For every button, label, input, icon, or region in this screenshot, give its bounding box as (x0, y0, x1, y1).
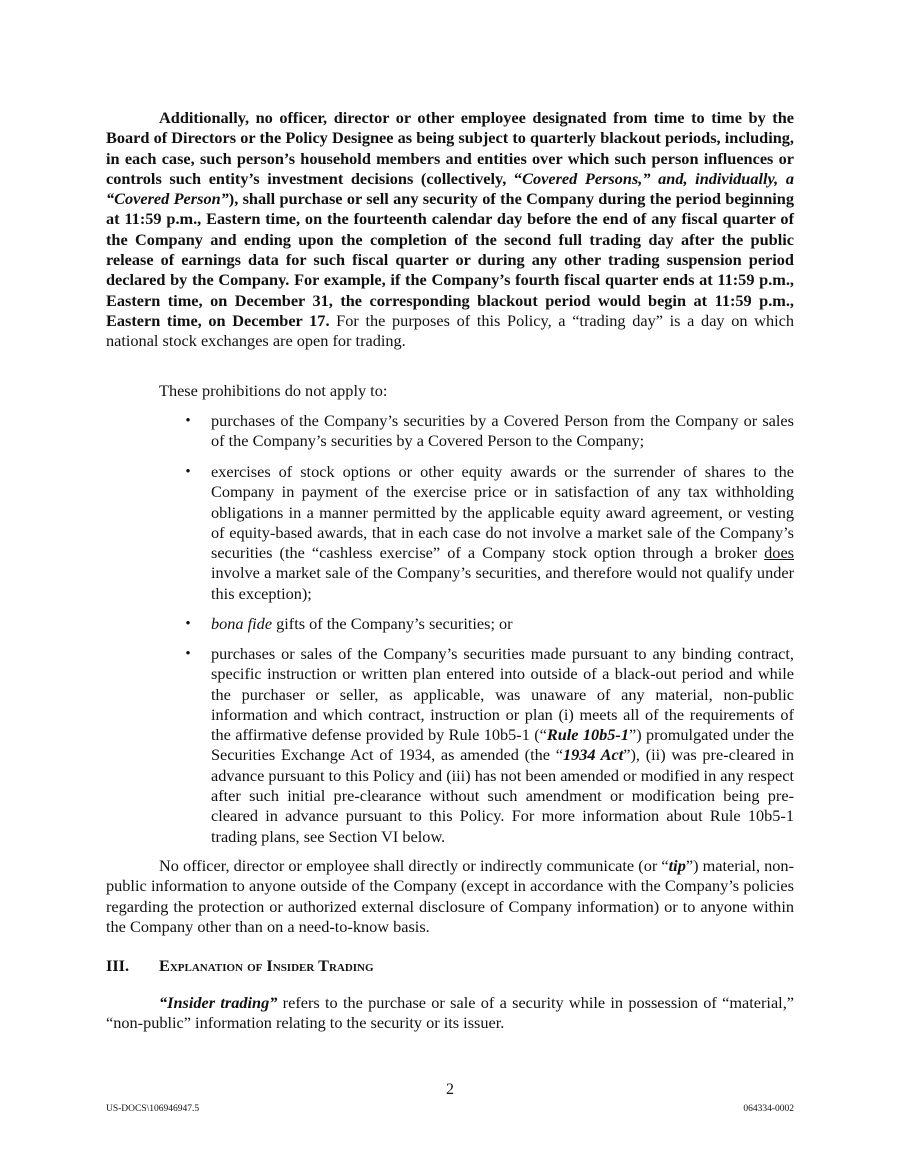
tip-text: ”) material, non-public information to anyone outside of the Company (except in accordance with the Company’s policies regarding the protection or authorized external disclosure of Company information) or to anyone within the Company other than on a need-to-know basis. (106, 856, 794, 936)
exception-item (211, 462, 794, 604)
act-1934-term: 1934 Act (562, 745, 624, 765)
blackout-text-bold: Additionally, no officer, director or other employee designated from time to time by the Board of Directors or the Policy Designee as being subject to quarterly blackout periods, including, in each case, such person’s household members and entities over which such person influences or controls such entity’s investment decisions (collectively, “ (106, 108, 794, 188)
exception-text: ”) promulgated under the Securities Exchange Act of 1934, as amended (the “ (211, 725, 794, 765)
exception-text: exercises of stock options or other equity awards or the surrender of shares to the Company in payment of the exercise price or in satisfaction of any tax withholding obligations in a manner permitted by the applicable equity award agreement, or vesting of equity-based awards, that in each case do not involve a market sale of the Company’s securities (the “cashless exercise” of a Company stock option through a broker (211, 462, 794, 563)
insider-trading-paragraph (106, 993, 794, 1034)
covered-persons-term: Covered Persons,” and, individually, a “Covered Person” (106, 168, 795, 209)
trading-day-definition: For the purposes of this Policy, a “trading day” is a day on which national stock exchanges are open for trading. (106, 310, 794, 351)
section-title: Explanation of Insider Trading (159, 956, 374, 975)
blackout-text-bold-cont: ), shall purchase or sell any security of the Company during the period beginning at 11:59 p.m., Eastern time, on the fourteenth calendar day before the end of any fiscal quarter of the Company and ending upon the completion of the second full trading day after the public release of earnings data for such fiscal quarter or during any other trading suspension period declared by the Company. For example, if the Company’s fourth fiscal quarter ends at 11:59 p.m., Eastern time, on December 31, the corresponding blackout period would begin at 11:59 p.m., Eastern time, on December 17. (106, 189, 795, 330)
tip-paragraph (106, 856, 794, 937)
section-number: III. (106, 956, 130, 975)
page-number: 2 (446, 1081, 454, 1098)
bullet-icon: • (185, 464, 191, 480)
bullet-icon: • (185, 616, 191, 632)
bullet-icon: • (185, 413, 191, 429)
bullet-icon: • (185, 646, 191, 662)
rule-10b5-1-term: Rule 10b5-1 (546, 725, 629, 745)
bona-fide-term: bona fide (211, 614, 273, 633)
exceptions-intro: These prohibitions do not apply to: (159, 381, 388, 400)
blackout-paragraph (106, 108, 794, 352)
insider-trading-text: refers to the purchase or sale of a security while in possession of “material,” “non-public” information relating to the security or its issuer. (106, 993, 794, 1033)
tip-term: tip (668, 856, 686, 875)
exception-item: purchases of the Company’s securities by a Covered Person from the Company or sales of the Company’s securities by a Covered Person to the Company; (211, 411, 794, 451)
exception-item (211, 614, 794, 634)
matter-number: 064334-0002 (743, 1104, 794, 1114)
exception-text: gifts of the Company’s securities; or (272, 614, 513, 633)
insider-trading-term: “Insider trading” (159, 993, 278, 1012)
exception-text: purchases or sales of the Company’s securities made pursuant to any binding contract, specific instruction or written plan entered into outside of a black-out period and while the purchaser or seller, as applicable, was unaware of any material, non-public information and which contract, instruction or plan (i) meets all of the requirements of the affirmative defense provided by Rule 10b5-1 (“ (211, 644, 794, 745)
tip-text: No officer, director or employee shall directly or indirectly communicate (or “ (159, 856, 669, 875)
exception-item (211, 644, 794, 847)
emphasis-does: does (764, 543, 794, 563)
document-id: US-DOCS\106946947.5 (106, 1104, 200, 1114)
exception-text: involve a market sale of the Company’s securities, and therefore would not qualify under this exception); (211, 563, 794, 603)
exception-text: ”), (ii) was pre-cleared in advance pursuant to this Policy and (iii) has not been amended or modified in any respect after such initial pre-clearance without such amendment or modification being pre-cleared in advance pursuant to this Policy. For more information about Rule 10b5-1 trading plans, see Section VI below. (211, 745, 795, 846)
